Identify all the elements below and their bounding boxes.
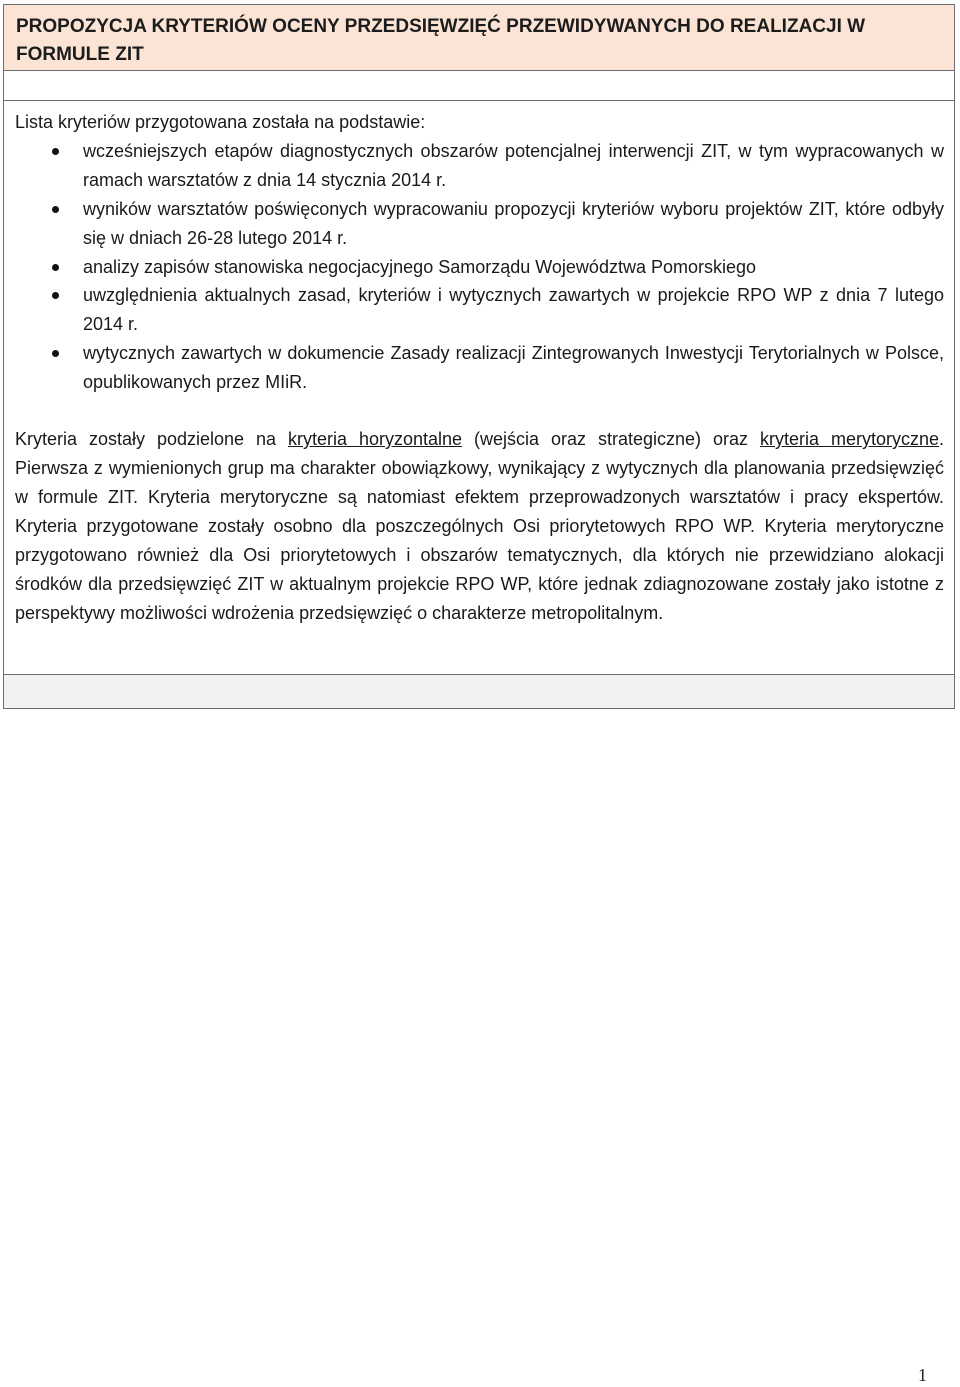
list-item-text: wcześniejszych etapów diagnostycznych obszarów potencjalnej interwencji ZIT, w tym wypracowanych w ramach warsztatów z dnia 14 stycznia 2014 r.: [83, 140, 944, 190]
bullet-icon: [52, 148, 59, 155]
paragraph-text: . Pierwsza z wymienionych grup ma charakter obowiązkowy, wynikający z wytycznych dla planowania przedsięwzięć w formule ZIT. Kryteria merytoryczne są natomiast efektem przeprowadzonych warsztatów i pracy ekspertów. Kryteria przygotowane zostały osobno dla poszczególnych Osi priorytetowych RPO WP. Kryteria merytoryczne przygotowano również dla Osi priorytetowych i obszarów tematycznych, dla których nie przewidziano alokacji środków dla przedsięwzięć ZIT w aktualnym projekcie RPO WP, które jednak zdiagnozowane zostały jako istotne z perspektywy możliwości wdrożenia przedsięwzięć o charakterze metropolitalnym.: [15, 429, 944, 623]
table-footer-row: [4, 675, 954, 708]
intro-text: Lista kryteriów przygotowana została na podstawie:: [15, 112, 426, 132]
list-item-text: analizy zapisów stanowiska negocjacyjnego Samorządu Województwa Pomorskiego: [83, 256, 757, 277]
list-item-text: uwzględnienia aktualnych zasad, kryteriów i wytycznych zawartych w projekcie RPO WP z dnia 7 lutego 2014 r.: [83, 285, 944, 335]
paragraph-text: Kryteria zostały podzielone na: [15, 429, 288, 450]
bullet-icon: [52, 264, 59, 271]
table-header: [4, 5, 954, 71]
criteria-paragraph: [15, 425, 944, 627]
paragraph-text: (wejścia oraz strategiczne) oraz: [462, 429, 760, 450]
list-item-text: wyników warsztatów poświęconych wypracowaniu propozycji kryteriów wyboru projektów ZIT, które odbyły się w dniach 26-28 lutego 2014 r.: [83, 198, 944, 248]
horizontal-criteria-term: kryteria horyzontalne: [288, 429, 463, 450]
document-title: PROPOZYCJA KRYTERIÓW OCENY PRZEDSIĘWZIĘĆ PRZEWIDYWANYCH DO REALIZACJI W FORMULE ZIT: [16, 16, 866, 65]
bullet-icon: [52, 292, 59, 299]
bullet-icon: [52, 350, 59, 357]
table-body: [4, 101, 954, 675]
list-item: [15, 195, 944, 253]
list-item: [15, 339, 944, 397]
list-item-text: wytycznych zawartych w dokumencie Zasady realizacji Zintegrowanych Inwestycji Terytorialnych w Polsce, opublikowanych przez MIiR.: [83, 343, 944, 393]
criteria-table: [3, 4, 955, 709]
bullet-icon: [52, 206, 59, 213]
substantive-criteria-term: kryteria merytoryczne: [759, 429, 939, 450]
list-item: [15, 137, 944, 195]
empty-row: [4, 71, 954, 101]
page-number: 1: [918, 1365, 927, 1385]
basis-list: [15, 137, 944, 397]
list-item: [15, 253, 944, 282]
list-item: [15, 281, 944, 339]
